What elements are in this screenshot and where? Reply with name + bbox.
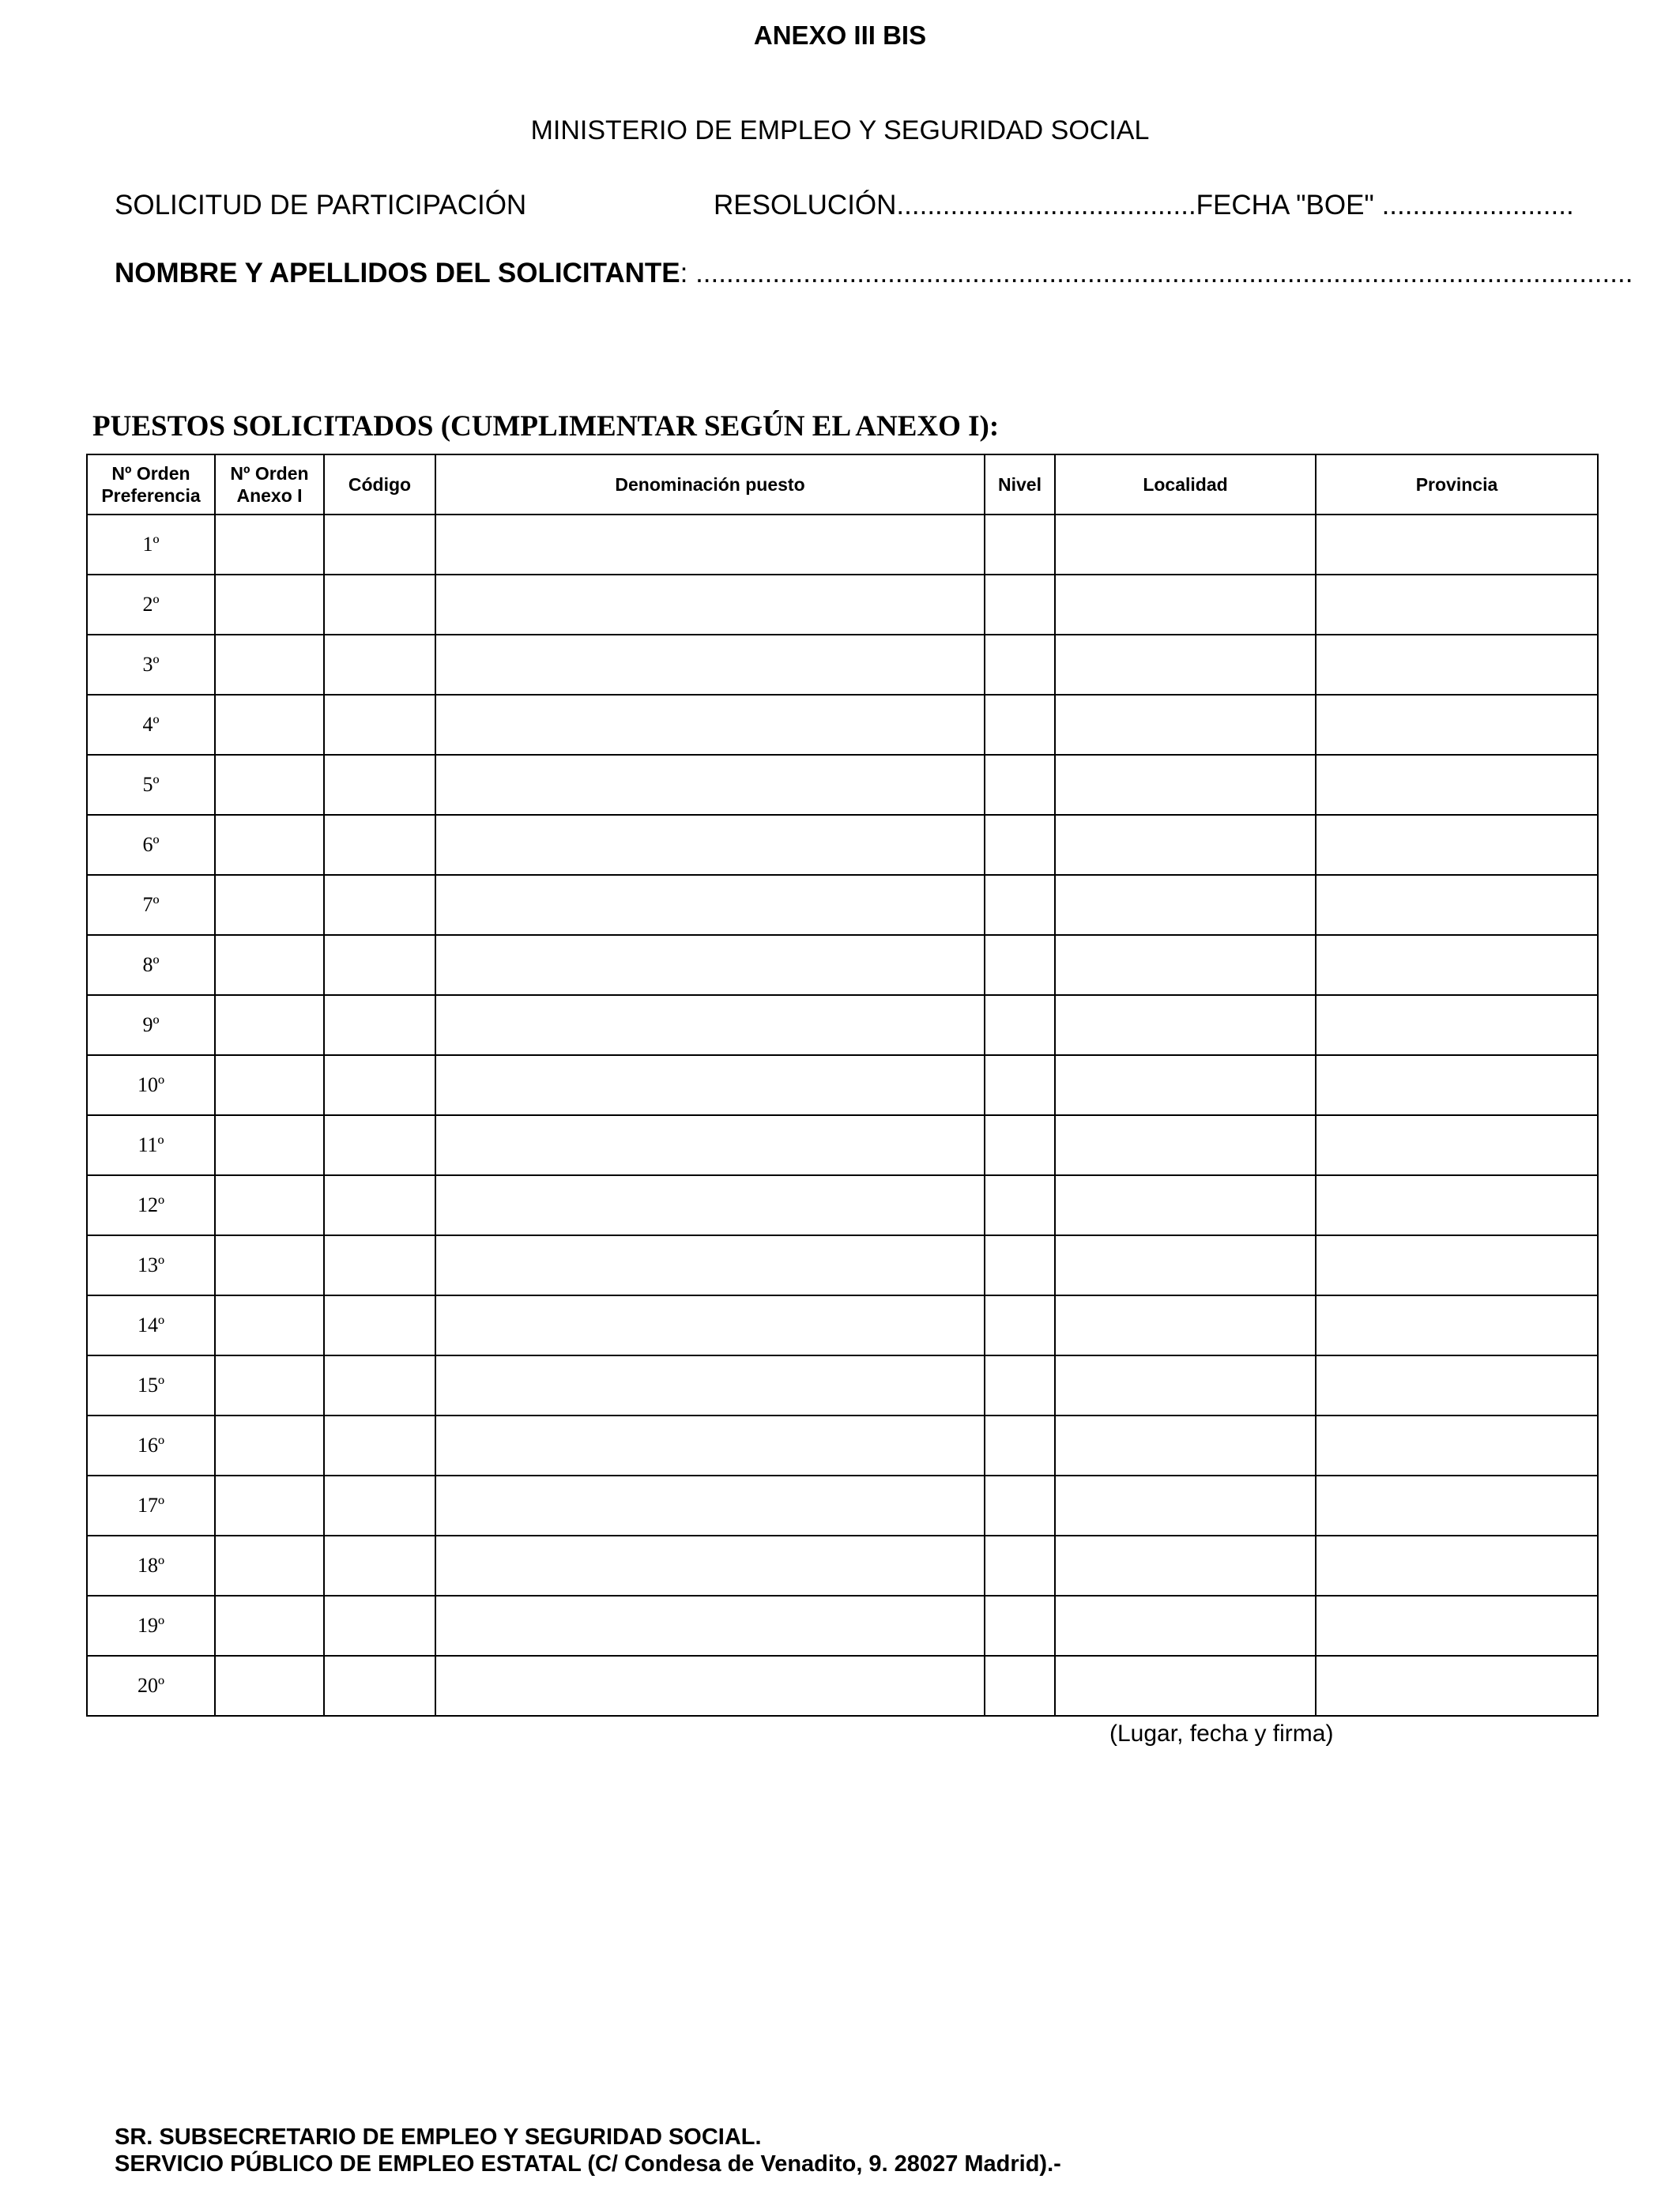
denominacion-cell[interactable] [435, 1416, 985, 1476]
table-body [87, 515, 1598, 1716]
orden-anexo-cell[interactable] [215, 1416, 324, 1476]
order-number-cell: 4º [87, 695, 215, 755]
nivel-cell[interactable] [985, 1416, 1055, 1476]
table-row [87, 1235, 1598, 1295]
nivel-cell[interactable] [985, 695, 1055, 755]
localidad-cell[interactable] [1055, 1536, 1316, 1596]
codigo-cell[interactable] [324, 695, 435, 755]
denominacion-cell[interactable] [435, 1536, 985, 1596]
table-row [87, 1175, 1598, 1235]
provincia-cell[interactable] [1316, 635, 1598, 695]
table-row [87, 695, 1598, 755]
order-number-cell: 2º [87, 575, 215, 635]
header-codigo: Código [324, 454, 435, 515]
orden-anexo-cell[interactable] [215, 755, 324, 815]
codigo-cell[interactable] [324, 1476, 435, 1536]
localidad-cell[interactable] [1055, 1355, 1316, 1416]
denominacion-cell[interactable] [435, 1656, 985, 1716]
table-row [87, 995, 1598, 1055]
codigo-cell[interactable] [324, 575, 435, 635]
localidad-cell[interactable] [1055, 1055, 1316, 1115]
nivel-cell[interactable] [985, 1536, 1055, 1596]
header-orden-anexo-line1: Nº Orden [230, 463, 309, 484]
nivel-cell[interactable] [985, 635, 1055, 695]
provincia-cell[interactable] [1316, 1115, 1598, 1175]
table-row [87, 1476, 1598, 1536]
denominacion-cell[interactable] [435, 1175, 985, 1235]
nivel-cell[interactable] [985, 1175, 1055, 1235]
nivel-cell[interactable] [985, 575, 1055, 635]
denominacion-cell[interactable] [435, 935, 985, 995]
localidad-cell[interactable] [1055, 935, 1316, 995]
header-orden-preferencia-line1: Nº Orden [111, 463, 190, 484]
orden-anexo-cell[interactable] [215, 695, 324, 755]
header-orden-preferencia-line2: Preferencia [101, 485, 201, 506]
header-orden-anexo [215, 454, 324, 515]
localidad-cell[interactable] [1055, 1235, 1316, 1295]
resolucion-fecha-field: RESOLUCIÓN.......................................FECHA "BOE" ......................... [714, 190, 1574, 221]
signature-note: (Lugar, fecha y firma) [1109, 1721, 1334, 1747]
provincia-cell[interactable] [1316, 815, 1598, 875]
codigo-cell[interactable] [324, 1175, 435, 1235]
localidad-cell[interactable] [1055, 635, 1316, 695]
orden-anexo-cell[interactable] [215, 935, 324, 995]
orden-anexo-cell[interactable] [215, 515, 324, 575]
orden-anexo-cell[interactable] [215, 1355, 324, 1416]
nivel-cell[interactable] [985, 1055, 1055, 1115]
localidad-cell[interactable] [1055, 755, 1316, 815]
codigo-cell[interactable] [324, 935, 435, 995]
nivel-cell[interactable] [985, 1596, 1055, 1656]
orden-anexo-cell[interactable] [215, 1536, 324, 1596]
ministry-heading: MINISTERIO DE EMPLEO Y SEGURIDAD SOCIAL [530, 115, 1150, 145]
nivel-cell[interactable] [985, 1235, 1055, 1295]
table-row [87, 755, 1598, 815]
table-row [87, 1115, 1598, 1175]
nombre-field [115, 258, 1633, 289]
denominacion-cell[interactable] [435, 635, 985, 695]
nivel-cell[interactable] [985, 1295, 1055, 1355]
denominacion-cell[interactable] [435, 995, 985, 1055]
nombre-dotted-line: : .......................................................................................................................... [680, 258, 1633, 288]
orden-anexo-cell[interactable] [215, 1656, 324, 1716]
order-number-cell: 6º [87, 815, 215, 875]
nombre-label: NOMBRE Y APELLIDOS DEL SOLICITANTE [115, 258, 680, 288]
provincia-cell[interactable] [1316, 1596, 1598, 1656]
codigo-cell[interactable] [324, 635, 435, 695]
provincia-cell[interactable] [1316, 875, 1598, 935]
denominacion-cell[interactable] [435, 755, 985, 815]
denominacion-cell[interactable] [435, 1235, 985, 1295]
orden-anexo-cell[interactable] [215, 575, 324, 635]
order-number-cell: 11º [87, 1115, 215, 1175]
nivel-cell[interactable] [985, 875, 1055, 935]
localidad-cell[interactable] [1055, 1416, 1316, 1476]
localidad-cell[interactable] [1055, 575, 1316, 635]
orden-anexo-cell[interactable] [215, 995, 324, 1055]
table-header-row [87, 454, 1598, 515]
provincia-cell[interactable] [1316, 1175, 1598, 1235]
provincia-cell[interactable] [1316, 1355, 1598, 1416]
provincia-cell[interactable] [1316, 1416, 1598, 1476]
nivel-cell[interactable] [985, 1355, 1055, 1416]
order-number-cell: 20º [87, 1656, 215, 1716]
orden-anexo-cell[interactable] [215, 815, 324, 875]
provincia-cell[interactable] [1316, 1295, 1598, 1355]
nivel-cell[interactable] [985, 995, 1055, 1055]
nivel-cell[interactable] [985, 755, 1055, 815]
orden-anexo-cell[interactable] [215, 1055, 324, 1115]
codigo-cell[interactable] [324, 1536, 435, 1596]
puestos-table [86, 454, 1599, 1717]
section-title: PUESTOS SOLICITADOS (CUMPLIMENTAR SEGÚN EL ANEXO I): [92, 410, 1000, 443]
table-row [87, 1656, 1598, 1716]
codigo-cell[interactable] [324, 1596, 435, 1656]
address-line: SERVICIO PÚBLICO DE EMPLEO ESTATAL (C/ Condesa de Venadito, 9. 28027 Madrid).- [115, 2151, 1061, 2177]
localidad-cell[interactable] [1055, 1596, 1316, 1656]
localidad-cell[interactable] [1055, 1115, 1316, 1175]
denominacion-cell[interactable] [435, 1355, 985, 1416]
table-row [87, 1355, 1598, 1416]
order-number-cell: 8º [87, 935, 215, 995]
provincia-cell[interactable] [1316, 575, 1598, 635]
provincia-cell[interactable] [1316, 995, 1598, 1055]
localidad-cell[interactable] [1055, 875, 1316, 935]
denominacion-cell[interactable] [435, 1476, 985, 1536]
order-number-cell: 16º [87, 1416, 215, 1476]
table-row [87, 815, 1598, 875]
codigo-cell[interactable] [324, 1355, 435, 1416]
header-localidad: Localidad [1055, 454, 1316, 515]
codigo-cell[interactable] [324, 875, 435, 935]
codigo-cell[interactable] [324, 995, 435, 1055]
table-row [87, 635, 1598, 695]
localidad-cell[interactable] [1055, 815, 1316, 875]
orden-anexo-cell[interactable] [215, 1295, 324, 1355]
denominacion-cell[interactable] [435, 1596, 985, 1656]
orden-anexo-cell[interactable] [215, 1235, 324, 1295]
provincia-cell[interactable] [1316, 515, 1598, 575]
header-orden-anexo-line2: Anexo I [236, 485, 303, 506]
codigo-cell[interactable] [324, 1055, 435, 1115]
table-row [87, 1596, 1598, 1656]
provincia-cell[interactable] [1316, 755, 1598, 815]
orden-anexo-cell[interactable] [215, 1596, 324, 1656]
table-row [87, 1055, 1598, 1115]
denominacion-cell[interactable] [435, 875, 985, 935]
table-row [87, 575, 1598, 635]
denominacion-cell[interactable] [435, 1055, 985, 1115]
provincia-cell[interactable] [1316, 695, 1598, 755]
table-row [87, 1416, 1598, 1476]
localidad-cell[interactable] [1055, 1656, 1316, 1716]
orden-anexo-cell[interactable] [215, 875, 324, 935]
orden-anexo-cell[interactable] [215, 1115, 324, 1175]
provincia-cell[interactable] [1316, 1656, 1598, 1716]
order-number-cell: 18º [87, 1536, 215, 1596]
header-provincia: Provincia [1316, 454, 1598, 515]
solicitud-label: SOLICITUD DE PARTICIPACIÓN [115, 190, 527, 221]
localidad-cell[interactable] [1055, 1175, 1316, 1235]
order-number-cell: 9º [87, 995, 215, 1055]
order-number-cell: 15º [87, 1355, 215, 1416]
localidad-cell[interactable] [1055, 1476, 1316, 1536]
codigo-cell[interactable] [324, 755, 435, 815]
order-number-cell: 10º [87, 1055, 215, 1115]
provincia-cell[interactable] [1316, 935, 1598, 995]
order-number-cell: 13º [87, 1235, 215, 1295]
localidad-cell[interactable] [1055, 1295, 1316, 1355]
codigo-cell[interactable] [324, 1656, 435, 1716]
codigo-cell[interactable] [324, 1295, 435, 1355]
order-number-cell: 7º [87, 875, 215, 935]
localidad-cell[interactable] [1055, 515, 1316, 575]
denominacion-cell[interactable] [435, 815, 985, 875]
table-row [87, 1536, 1598, 1596]
denominacion-cell[interactable] [435, 695, 985, 755]
order-number-cell: 14º [87, 1295, 215, 1355]
header-nivel: Nivel [985, 454, 1055, 515]
order-number-cell: 17º [87, 1476, 215, 1536]
order-number-cell: 3º [87, 635, 215, 695]
denominacion-cell[interactable] [435, 1295, 985, 1355]
localidad-cell[interactable] [1055, 695, 1316, 755]
order-number-cell: 5º [87, 755, 215, 815]
header-denominacion: Denominación puesto [435, 454, 985, 515]
nivel-cell[interactable] [985, 515, 1055, 575]
denominacion-cell[interactable] [435, 575, 985, 635]
nivel-cell[interactable] [985, 935, 1055, 995]
nivel-cell[interactable] [985, 1476, 1055, 1536]
codigo-cell[interactable] [324, 1235, 435, 1295]
provincia-cell[interactable] [1316, 1235, 1598, 1295]
nivel-cell[interactable] [985, 815, 1055, 875]
nivel-cell[interactable] [985, 1115, 1055, 1175]
codigo-cell[interactable] [324, 1416, 435, 1476]
orden-anexo-cell[interactable] [215, 1175, 324, 1235]
nivel-cell[interactable] [985, 1656, 1055, 1716]
table-row [87, 875, 1598, 935]
header-orden-preferencia [87, 454, 215, 515]
provincia-cell[interactable] [1316, 1476, 1598, 1536]
order-number-cell: 19º [87, 1596, 215, 1656]
denominacion-cell[interactable] [435, 1115, 985, 1175]
provincia-cell[interactable] [1316, 1055, 1598, 1115]
localidad-cell[interactable] [1055, 995, 1316, 1055]
page-title: ANEXO III BIS [753, 21, 927, 50]
codigo-cell[interactable] [324, 815, 435, 875]
table-row [87, 515, 1598, 575]
order-number-cell: 1º [87, 515, 215, 575]
codigo-cell[interactable] [324, 515, 435, 575]
orden-anexo-cell[interactable] [215, 635, 324, 695]
denominacion-cell[interactable] [435, 515, 985, 575]
provincia-cell[interactable] [1316, 1536, 1598, 1596]
codigo-cell[interactable] [324, 1115, 435, 1175]
addressee-line: SR. SUBSECRETARIO DE EMPLEO Y SEGURIDAD SOCIAL. [115, 2124, 762, 2150]
table-row [87, 935, 1598, 995]
orden-anexo-cell[interactable] [215, 1476, 324, 1536]
order-number-cell: 12º [87, 1175, 215, 1235]
table-row [87, 1295, 1598, 1355]
